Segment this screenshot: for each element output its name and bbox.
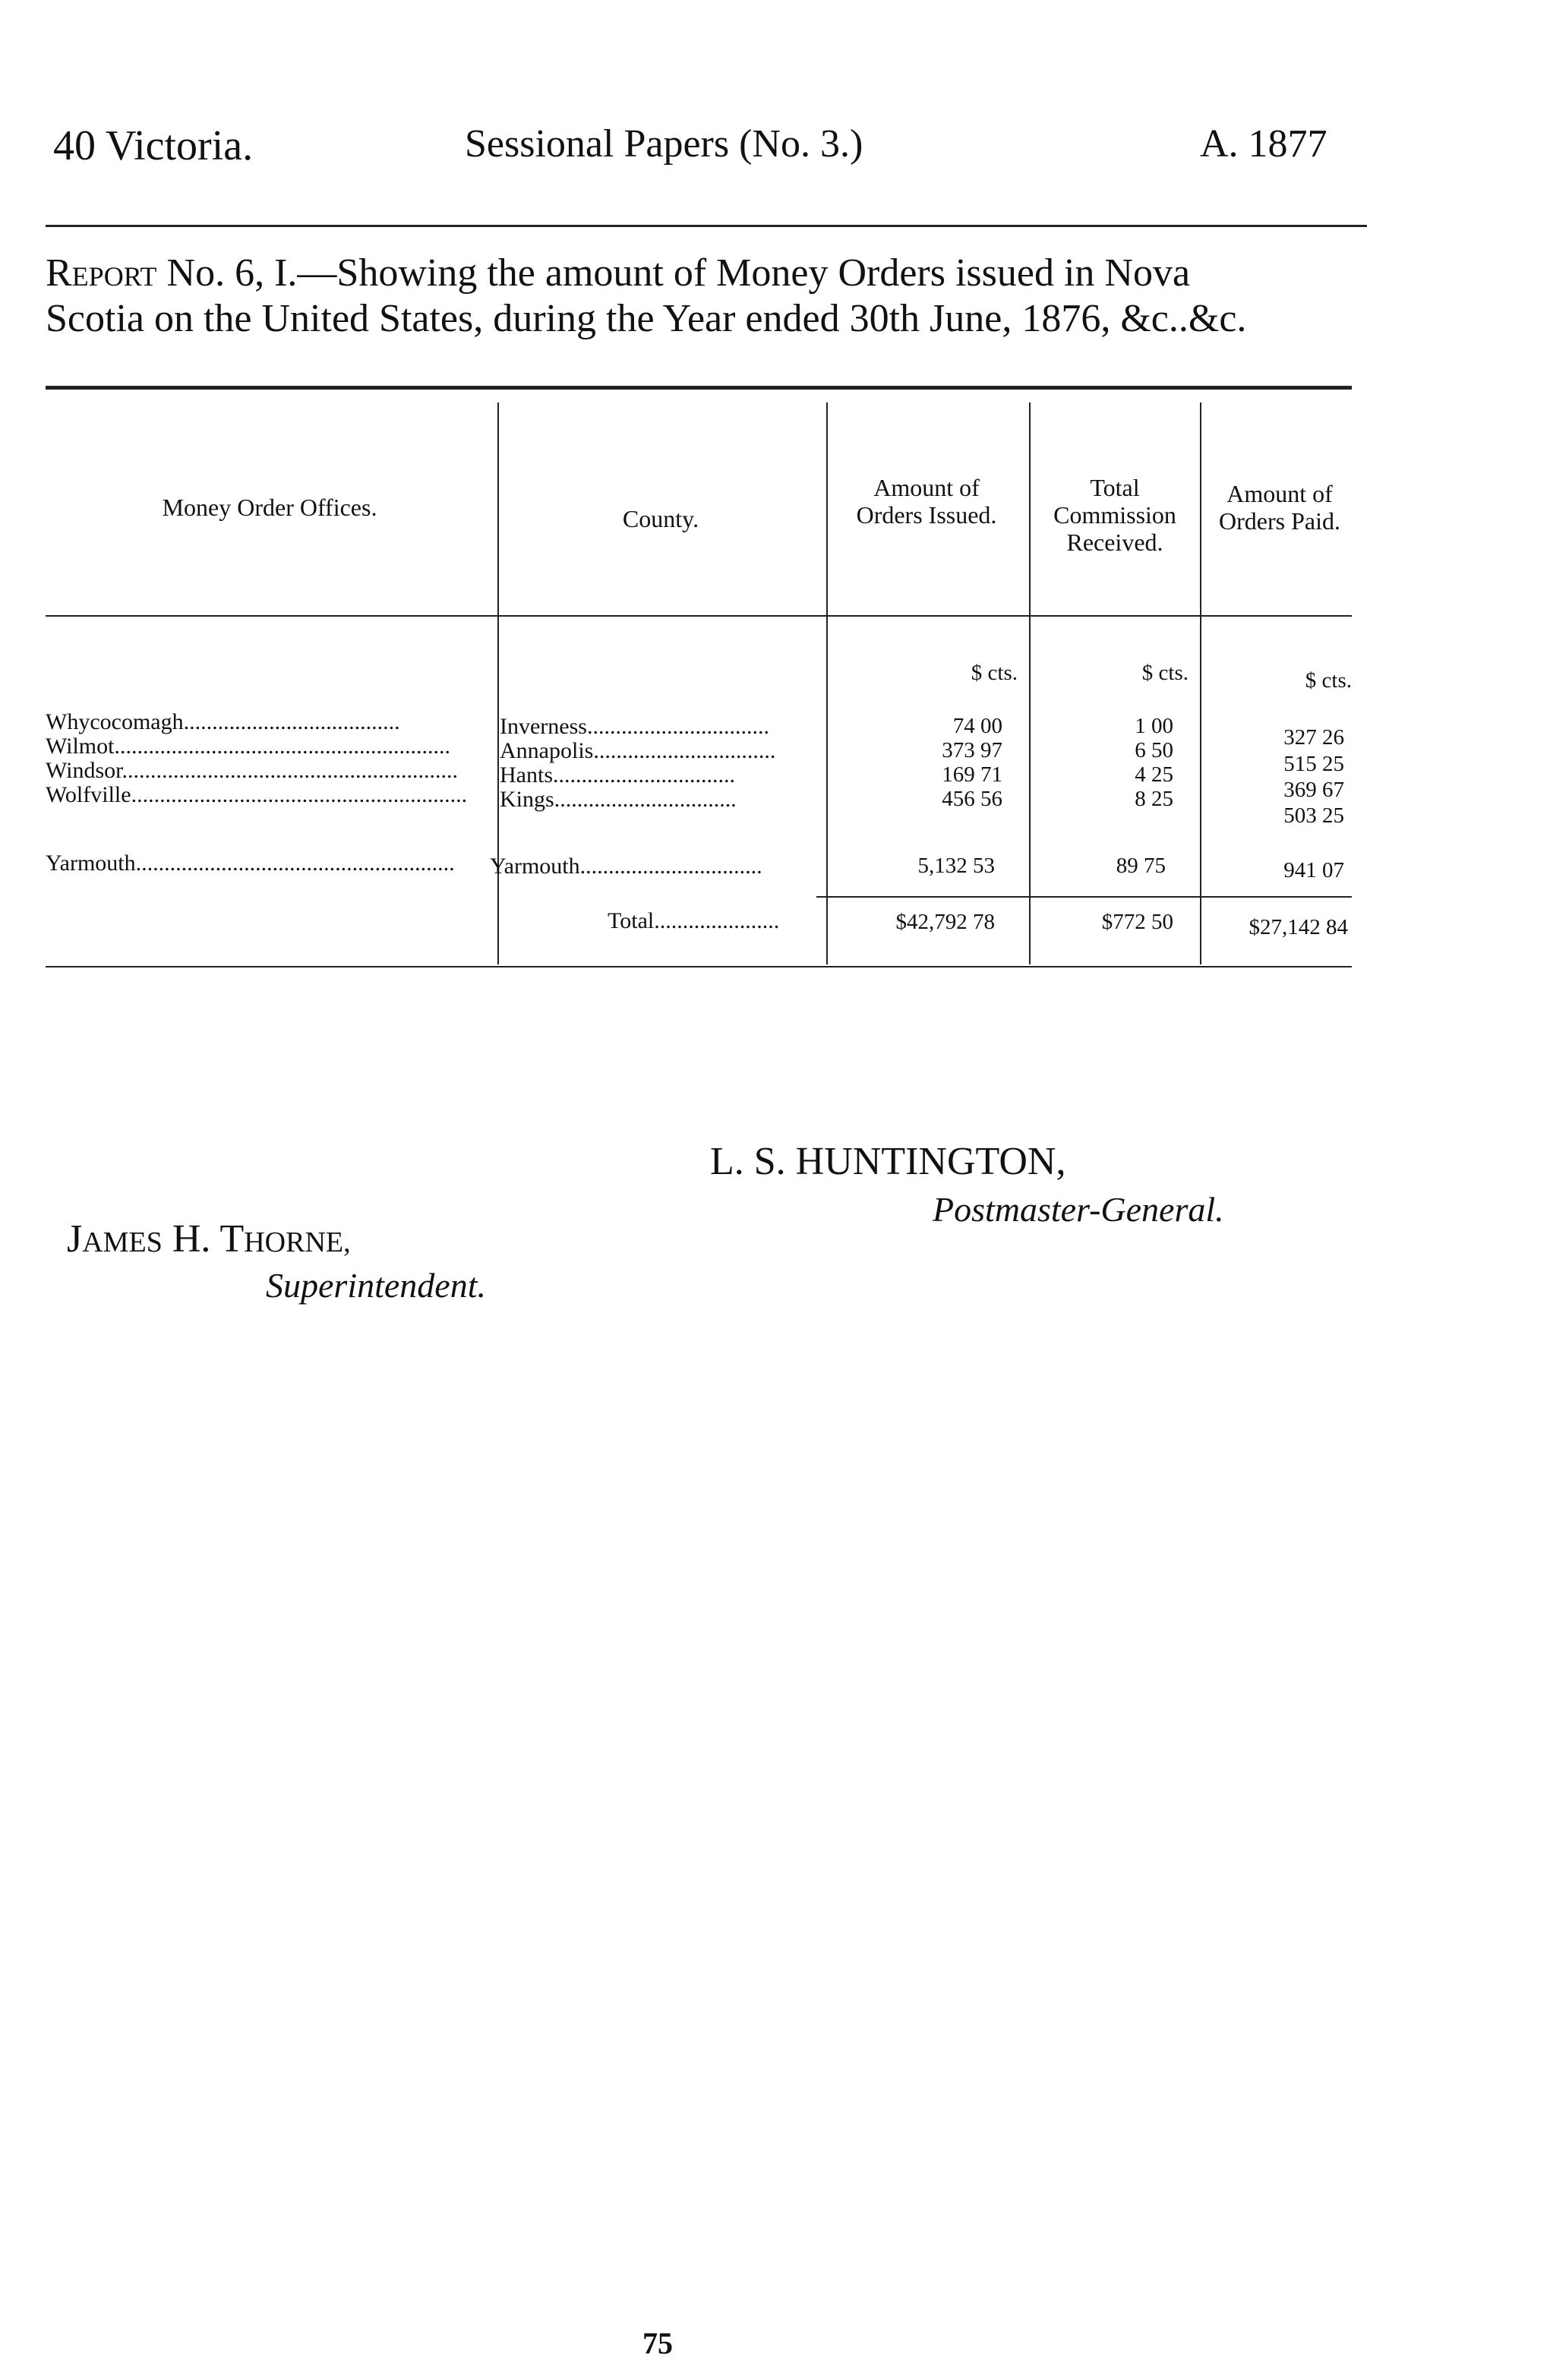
row-paid: 515 25 — [1283, 752, 1344, 776]
row-commission: 1 00 — [1135, 714, 1173, 738]
col-head-paid: Amount of Orders Paid. — [1219, 480, 1340, 535]
row-office: Wolfville........................................................... — [46, 782, 468, 807]
row-paid: 503 25 — [1283, 803, 1344, 828]
table-vline-1 — [497, 402, 499, 964]
title-rule — [46, 386, 1352, 390]
row-issued: 456 56 — [942, 787, 1002, 811]
row-issued: 373 97 — [942, 738, 1002, 762]
col-head-offices: Money Order Offices. — [162, 494, 377, 521]
page-number: 75 — [642, 2326, 673, 2360]
table-bottom-rule — [46, 966, 1352, 967]
signature-right-title: Postmaster-General. — [933, 1190, 1224, 1229]
running-header-center: Sessional Papers (No. 3.) — [465, 122, 863, 166]
row-office: Yarmouth........................................................ — [46, 851, 455, 876]
table-vline-3 — [1029, 402, 1031, 964]
row-commission: 89 75 — [1116, 854, 1166, 878]
signature-right-name: L. S. HUNTINGTON, — [710, 1140, 1066, 1183]
header-rule — [46, 225, 1367, 227]
row-issued: 5,132 53 — [917, 854, 995, 878]
row-commission: 4 25 — [1135, 762, 1173, 787]
col-head-county: County. — [622, 505, 699, 532]
row-office: Whycocomagh...................................... — [46, 709, 400, 734]
row-paid: 941 07 — [1283, 858, 1344, 882]
row-commission: 8 25 — [1135, 787, 1173, 811]
table-vline-4 — [1200, 402, 1201, 964]
table-total-top-rule — [816, 896, 1352, 898]
running-header-right: A. 1877 — [1200, 122, 1327, 166]
row-issued: 169 71 — [942, 762, 1002, 787]
col-head-issued: Amount of Orders Issued. — [856, 474, 997, 529]
total-issued: $42,792 78 — [895, 910, 995, 934]
row-paid: 369 67 — [1283, 778, 1344, 802]
row-county: Annapolis................................ — [500, 738, 776, 763]
row-county: Kings................................ — [500, 787, 737, 812]
report-title-line-2: Scotia on the United States, during the Year ended 30th June, 1876, &c..&c. — [46, 297, 1247, 340]
row-paid: 327 26 — [1283, 725, 1344, 750]
unit-commission: $ cts. — [1141, 661, 1189, 685]
report-title-line-1 — [46, 251, 1382, 296]
row-issued: 74 00 — [952, 714, 1002, 738]
report-title-lead: Report — [46, 251, 157, 295]
row-county: Yarmouth................................ — [490, 854, 762, 879]
row-county: Hants................................ — [500, 762, 735, 788]
row-office: Wilmot........................................................... — [46, 734, 450, 759]
total-paid: $27,142 84 — [1249, 915, 1348, 939]
total-commission: $772 50 — [1101, 910, 1173, 934]
report-title-rest: No. 6, I.—Showing the amount of Money Orders issued in Nova — [156, 251, 1191, 295]
row-office: Windsor........................................................... — [46, 758, 458, 783]
table-vline-2 — [826, 402, 828, 964]
total-label: Total...................... — [608, 908, 780, 933]
report-title — [46, 251, 1382, 342]
row-commission: 6 50 — [1135, 738, 1173, 762]
unit-issued: $ cts. — [971, 661, 1018, 685]
unit-paid: $ cts. — [1305, 668, 1352, 693]
table-head-rule — [46, 615, 1352, 617]
signature-left-name: JAMES H. THORNE, — [67, 1217, 351, 1261]
signature-left-title: Superintendent. — [266, 1266, 486, 1305]
running-header-left: 40 Victoria. — [53, 122, 254, 169]
col-head-commission: Total Commission Received. — [1053, 474, 1176, 556]
row-county: Inverness................................ — [500, 714, 769, 739]
